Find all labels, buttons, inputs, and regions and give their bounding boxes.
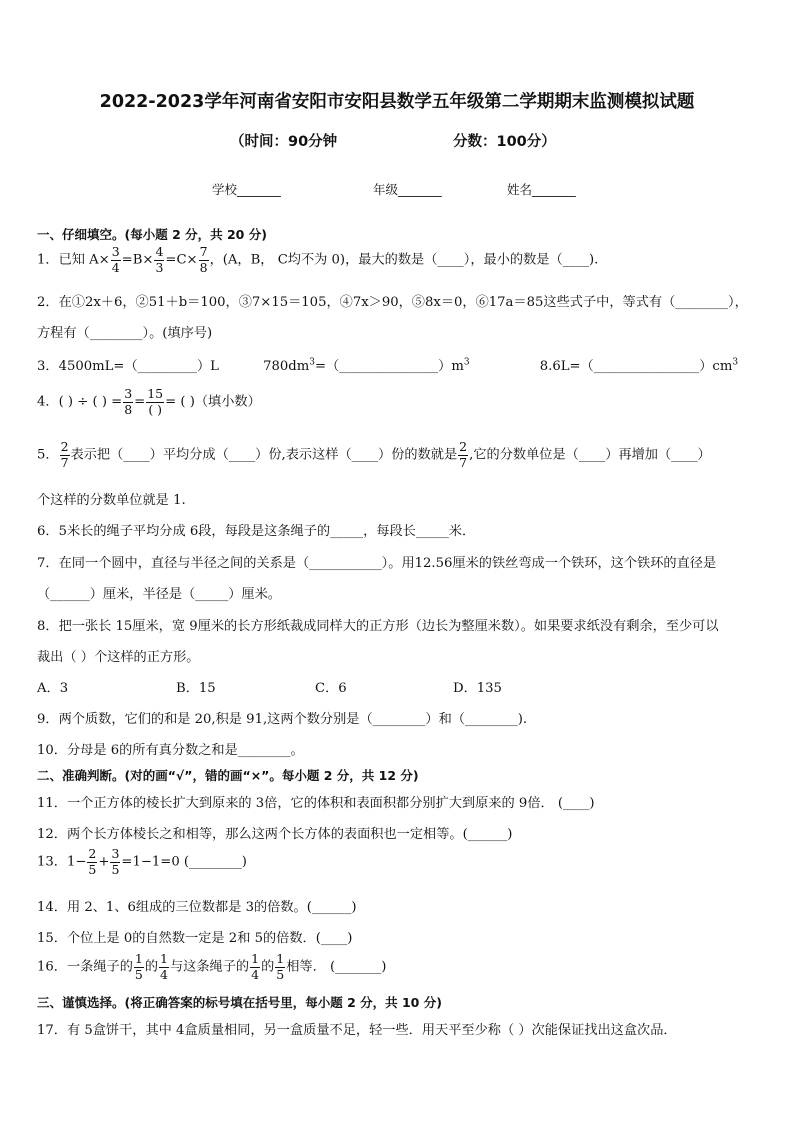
grade-field[interactable]: 年级_______ <box>373 182 442 197</box>
q5-fraction-2 <box>458 441 468 469</box>
q16-f2-den: 4 <box>160 966 168 982</box>
q1-fraction-2 <box>154 246 164 274</box>
question-15: 15．个位上是 0的自然数一定是 2和 5的倍数．(____) <box>37 931 353 946</box>
question-5-line-2: 个这样的分数单位就是 1. <box>37 493 186 508</box>
question-17: 17．有 5盒饼干，其中 4盒质量相同，另一盒质量不足，轻一些．用天平至少称（ ）次能保证找出这盒次品． <box>37 1023 677 1038</box>
q1-f3-den: 8 <box>199 259 208 275</box>
question-10: 10．分母是 6的所有真分数之和是________。 <box>37 743 304 758</box>
q4-fraction-2 <box>146 388 164 416</box>
q13-text-a: 13．1− <box>37 854 87 870</box>
q16-text-a: 16．一条绳子的 <box>37 959 133 975</box>
question-11: 11．一个正方体的棱长扩大到原来的 3倍，它的体积和表面积都分别扩大到原来的 9倍． (____) <box>37 796 595 811</box>
q13-fraction-2 <box>110 848 120 876</box>
q5-text-b: 表示把（____）平均分成（____）份,表示这样（____）份的数就是 <box>70 447 458 463</box>
q13-f1-den: 5 <box>88 861 97 877</box>
q1-f2-den: 3 <box>155 259 164 275</box>
question-6: 6．5米长的绳子平均分成 6段，每段是这条绳子的_____，每段长_____米． <box>37 524 476 539</box>
question-8-line-1: 8．把一张长 15厘米，宽 9厘米的长方形纸裁成同样大的正方形（边长为整厘米数）。如果要求纸没有剩余，至少可以 <box>37 619 719 634</box>
exam-score: 分数：100分） <box>453 134 556 150</box>
q3-part-2: 780dm <box>263 359 310 374</box>
q5-f2-num: 2 <box>459 439 468 454</box>
q16-f1-num: 1 <box>134 951 143 966</box>
q16-text-b: 的 <box>144 959 159 975</box>
q1-f2-num: 4 <box>155 244 164 259</box>
q5-f1-num: 2 <box>60 439 69 454</box>
section-1-heading: 一、仔细填空。(每小题 2 分，共 20 分) <box>37 227 267 242</box>
q16-f1-den: 5 <box>134 966 143 982</box>
question-13 <box>37 848 247 876</box>
q16-text-e: 相等． (_______) <box>286 959 387 975</box>
school-field[interactable]: 学校_______ <box>212 182 281 197</box>
q16-f4-den: 5 <box>276 966 285 982</box>
question-9: 9．两个质数，它们的和是 20,积是 91,这两个数分别是（________）和（________). <box>37 712 528 727</box>
q3-part-2b: =（_______________）m <box>315 359 464 374</box>
q4-f1-den: 8 <box>124 401 133 417</box>
q13-f2-den: 5 <box>111 861 120 877</box>
question-16 <box>37 953 386 981</box>
q5-f1-den: 7 <box>60 454 69 470</box>
q3-part-3: 8.6L=（________________）cm <box>539 359 733 374</box>
q16-f3-num: 1 <box>251 951 260 966</box>
q5-fraction-1 <box>60 441 70 469</box>
q13-f2-num: 3 <box>111 846 120 861</box>
q1-text-a: 1．已知 A× <box>37 252 110 268</box>
q16-fraction-4 <box>275 953 285 981</box>
q1-fraction-1 <box>111 246 121 274</box>
section-3-heading: 三、谨慎选择。(将正确答案的标号填在括号里，每小题 2 分，共 10 分) <box>37 995 442 1010</box>
q3-sup-3: 3 <box>732 357 739 368</box>
q1-f3-num: 7 <box>199 244 208 259</box>
q5-text-a: 5． <box>37 447 59 463</box>
question-14: 14．用 2、1、6组成的三位数都是 3的倍数。(______) <box>37 900 357 915</box>
page-title: 2022-2023学年河南省安阳市安阳县数学五年级第二学期期末监测模拟试题 <box>99 92 695 112</box>
q16-fraction-3 <box>250 953 260 981</box>
name-field[interactable]: 姓名_______ <box>507 182 576 197</box>
question-8-line-2: 裁出（ ）个这样的正方形。 <box>37 650 200 665</box>
section-2-heading: 二、准确判断。(对的画“√”，错的画“×”。每小题 2 分，共 12 分) <box>37 768 419 783</box>
q1-text-d: ，(A，B， C均不为 0)，最大的数是（____），最小的数是（____). <box>209 252 599 268</box>
q16-text-c: 与这条绳子的 <box>170 959 250 975</box>
q1-f1-num: 3 <box>111 244 120 259</box>
question-5 <box>37 441 711 469</box>
q1-fraction-3 <box>199 246 209 274</box>
q3-sup-1: 3 <box>309 357 315 368</box>
question-8-option-d[interactable]: D．135 <box>453 681 502 696</box>
q16-f4-num: 1 <box>276 951 285 966</box>
q3-part-1: 3．4500mL=（_________）L <box>37 359 219 374</box>
question-8-option-b[interactable]: B．15 <box>176 681 216 696</box>
question-8-option-c[interactable]: C．6 <box>315 681 347 696</box>
question-1 <box>37 246 598 274</box>
question-7-line-1: 7．在同一个圆中，直径与半径之间的关系是（___________）。用12.56厘米的铁丝弯成一个铁环，这个铁环的直径是 <box>37 556 717 571</box>
question-7-line-2: （______）厘米，半径是（_____）厘米。 <box>37 587 281 602</box>
q16-text-d: 的 <box>261 959 275 975</box>
q16-fraction-1 <box>134 953 144 981</box>
q13-text-b: + <box>98 854 110 870</box>
q4-f2-den: ( ) <box>148 401 163 417</box>
q5-text-c: ,它的分数单位是（____）再增加（____） <box>469 447 711 463</box>
q16-fraction-2 <box>159 953 169 981</box>
question-4 <box>37 388 261 416</box>
q13-fraction-1 <box>87 848 97 876</box>
q4-f1-num: 3 <box>124 386 133 401</box>
q16-f3-den: 4 <box>251 966 260 982</box>
q4-fraction-1 <box>123 388 133 416</box>
question-8-option-a[interactable]: A．3 <box>37 681 69 696</box>
q4-text-b: = <box>134 394 146 410</box>
exam-time: （时间：90分钟 <box>230 134 338 150</box>
q4-text-a: 4．( ) ÷ ( ) = <box>37 394 123 410</box>
question-3 <box>37 355 738 374</box>
q5-f2-den: 7 <box>459 454 468 470</box>
q1-text-c: =C× <box>165 252 198 268</box>
q3-sup-2: 3 <box>463 357 470 368</box>
q13-text-c: =1−1=0 (________) <box>121 854 247 870</box>
q4-f2-num: 15 <box>147 386 164 401</box>
q4-text-c: = ( )（填小数） <box>165 394 261 410</box>
question-2-line-1: 2．在①2x＋6，②51＋b＝100，③7×15＝105，④7x＞90，⑤8x＝0，⑥17a＝85这些式子中，等式有（________）， <box>37 295 748 310</box>
question-2-line-2: 方程有（________）。(填序号) <box>37 326 213 341</box>
question-12: 12．两个长方体棱长之和相等，那么这两个长方体的表面积也一定相等。(______) <box>37 827 513 842</box>
q1-f1-den: 4 <box>111 259 120 275</box>
q13-f1-num: 2 <box>88 846 97 861</box>
q1-text-b: =B× <box>121 252 154 268</box>
q16-f2-num: 1 <box>160 951 168 966</box>
